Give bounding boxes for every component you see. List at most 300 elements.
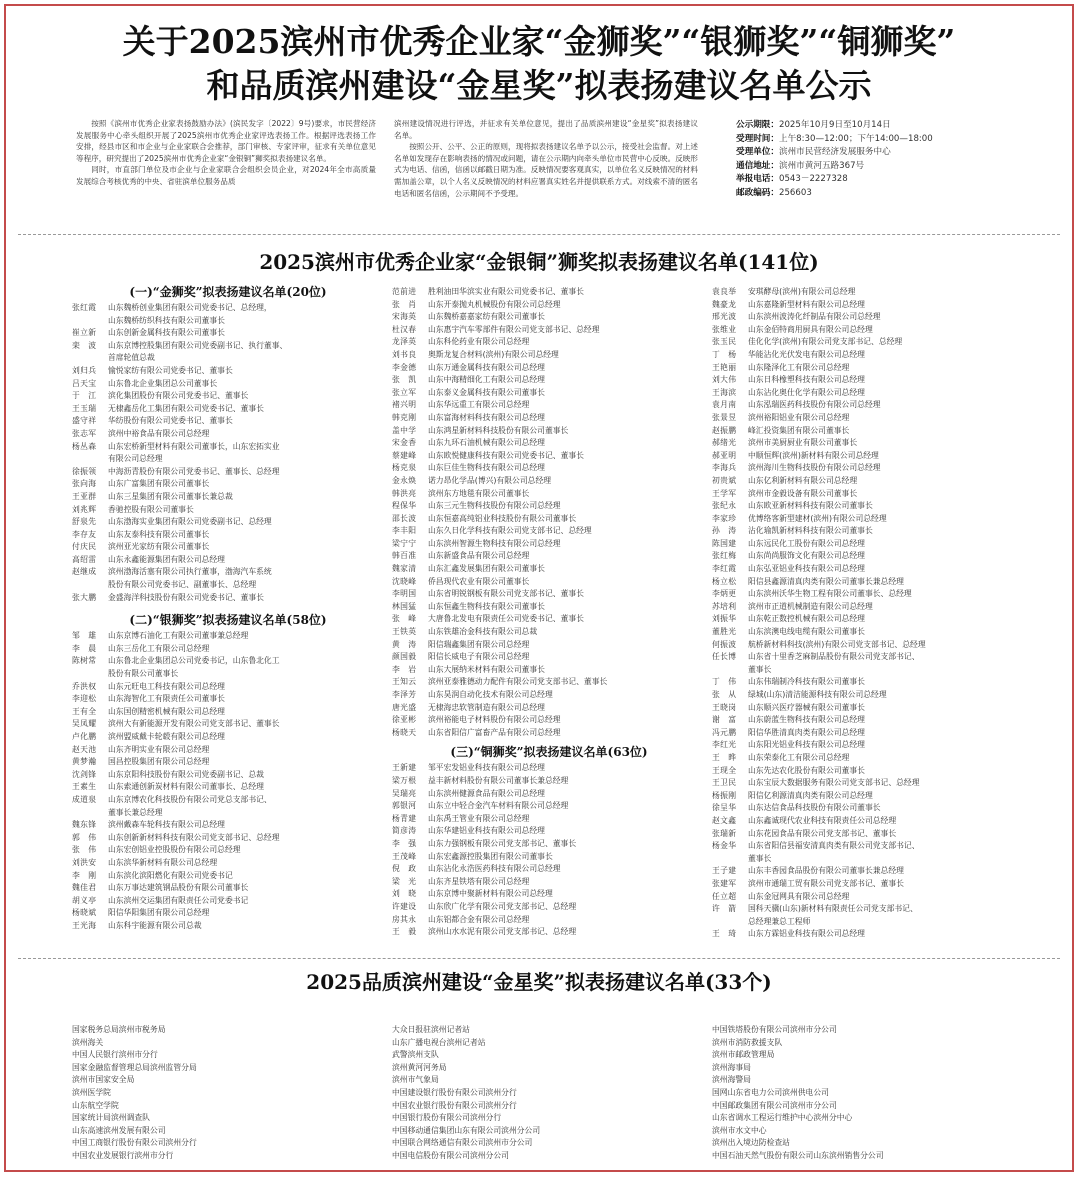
company-title: 山东亿利新材料有限公司总经理 [748, 475, 858, 485]
company-title: 山东方霖铝业科技有限公司总经理 [748, 929, 865, 939]
company-title: 山东金佰特商用厨具有限公司总经理 [748, 324, 873, 334]
person-name: 王知云 [392, 677, 417, 687]
list-item [712, 324, 1036, 337]
list-item [392, 851, 706, 864]
list-item [392, 863, 706, 876]
company-title: 山东鲁北企业集团总公司董事长 [108, 378, 218, 388]
list-item [392, 914, 706, 927]
company-title: 山东铝都合金有限公司总经理 [428, 914, 530, 924]
company-title: 滨州亚光家纺有限公司董事长 [108, 542, 210, 552]
list-item [392, 838, 706, 851]
company-title: 阳信亿利源清真肉类有限公司总经理 [748, 790, 873, 800]
company-title: 山东创新新材料科技有限公司党支部书记、总经理 [108, 832, 280, 842]
company-title: 滨州戴森车轮科技有限公司总经理 [108, 820, 225, 830]
list-item [392, 601, 706, 614]
company-title: 山东泰义金属科技有限公司董事长 [428, 387, 545, 397]
company-title: 山东欣广化学有限公司党支部书记、总经理 [428, 901, 577, 911]
person-name: 龙泽英 [392, 337, 417, 347]
person-name: 苏培利 [712, 601, 737, 611]
company-title: 山东沾化奥仕化学有限公司总经理 [748, 387, 865, 397]
company-title: 山东昊润自动化技术有限公司总经理 [428, 690, 553, 699]
person-name: 张 凯 [392, 375, 417, 385]
company-title: 山东鲁北企业集团总公司党委书记，山东鲁北化工 [108, 656, 280, 666]
contact-address: 通信地址：滨州市黄河五路367号 [736, 160, 865, 171]
company-title: 沾化瑜凯新材料科技有限公司董事长 [748, 526, 873, 536]
company-title: 山东万通金属科技有限公司总经理 [428, 362, 545, 372]
company-title: 山东省阳信县福安清真肉类有限公司党支部书记、 [748, 841, 920, 851]
list-item [712, 739, 1036, 752]
contact-phone: 举报电话：0543－2227328 [736, 174, 848, 185]
company-title: 山东恒鑫生物科技有限公司董事长 [428, 601, 545, 611]
list-item [712, 853, 1036, 866]
list-item [392, 462, 706, 475]
company-title: 山东三岳化工有限公司总经理 [108, 643, 210, 653]
person-name: 魏豪龙 [712, 299, 737, 309]
list-item [392, 500, 706, 513]
list-item [712, 777, 1036, 790]
company-title: 山东滨州波涛化纤制品有限公司总经理 [748, 312, 881, 322]
company-title: 山东科宇能源有限公司总裁 [108, 920, 202, 930]
person-name: 王素生 [72, 782, 97, 792]
person-name: 王有全 [72, 706, 97, 716]
intro-paragraph: 按照公开、公平、公正的原则，现将拟表扬建议名单予以公示，接受社会监督。对上述名单如发现存在影响表扬的情况或问题，请在公示期内向牵头单位市民营中心反映。反映形式为电话、信函，信函以邮戳日期为准。反映情况要客观真实，以单位名义反映情况的材料需加盖公章，以个人名义反映情况的材料应署真实姓名并提供联系方式。对线索不清的匿名电话和匿名信函，公示期间不予受理。 [394, 142, 698, 198]
list-item [712, 613, 1036, 626]
company-title: 山东大展纳米材料有限公司董事长 [428, 664, 545, 674]
organization-item: 大众日报驻滨州记者站 [392, 1025, 470, 1034]
list-item [712, 727, 1036, 740]
person-name: 张 从 [712, 690, 737, 699]
person-name: 许建设 [392, 901, 417, 911]
person-name: 谢 富 [712, 715, 737, 725]
person-name: 范前进 [392, 287, 417, 296]
person-name: 徐亚彬 [392, 715, 417, 725]
company-title: 山东友泰科技有限公司董事长 [108, 529, 210, 539]
list-item [712, 689, 1036, 702]
organization-item: 国网山东省电力公司滨州供电公司 [712, 1087, 829, 1097]
company-title: 滨州裕阳铝业有限公司总经理 [748, 412, 850, 422]
person-name [712, 853, 748, 866]
organization-item: 中国工商银行股份有限公司滨州分行 [72, 1138, 197, 1148]
person-name: 杜汉春 [392, 324, 417, 334]
list-item [72, 352, 384, 365]
company-title: 山东滨华新材料有限公司总经理 [108, 857, 218, 867]
company-title: 山东恒嘉高纯铝业科技股份有限公司董事长 [428, 513, 577, 523]
organization-item: 滨州海警局 [712, 1075, 751, 1085]
list-item [72, 403, 384, 416]
company-title: 山东力强钢板有限公司党支部书记、董事长 [428, 838, 577, 848]
company-title: 山东富海材料科技有限公司总经理 [428, 412, 545, 422]
person-name: 杨金华 [712, 841, 737, 851]
person-name: 张 伟 [72, 845, 97, 855]
list-item [712, 676, 1036, 689]
person-name: 张志军 [72, 428, 97, 438]
company-title: 山东魏桥创业集团有限公司党委书记、总经理， [108, 303, 272, 312]
person-name: 赵文鑫 [712, 815, 737, 825]
person-name: 董胜光 [712, 627, 737, 637]
person-name: 李家珍 [712, 513, 737, 523]
silver-list-part1 [72, 630, 384, 932]
person-name: 李丰阳 [392, 526, 417, 536]
list-item [72, 302, 384, 315]
company-title: 山东京博中聚新材料有限公司总经理 [428, 889, 553, 899]
list-item [712, 362, 1036, 375]
person-name: 梁宁宁 [392, 538, 417, 548]
person-name: 魏佳君 [72, 883, 97, 893]
person-name: 宋金香 [392, 438, 417, 448]
list-item [392, 714, 706, 727]
company-title: 首席轮值总裁 [108, 353, 155, 363]
person-name: 郝亚明 [712, 450, 737, 460]
person-name: 任长博 [712, 652, 737, 662]
company-title: 大唐鲁北发电有限责任公司党委书记、董事长 [428, 614, 584, 624]
list-item [712, 286, 1036, 299]
company-title: 山东立中轻合金汽车材料有限公司总经理 [428, 801, 569, 811]
organization-item: 中国铁塔股份有限公司滨州市分公司 [712, 1025, 837, 1034]
person-name: 陈树常 [72, 656, 97, 666]
company-title: 山东华远重工有限公司总经理 [428, 400, 530, 410]
person-name: 吕天宝 [72, 378, 97, 388]
company-title: 滨州中裕食品有限公司总经理 [108, 428, 210, 438]
list-item [392, 676, 706, 689]
list-item [392, 336, 706, 349]
person-name: 王茂峰 [392, 851, 417, 861]
person-name: 赵继成 [72, 567, 97, 577]
person-name: 胡义亭 [72, 895, 97, 905]
person-name [72, 315, 108, 328]
person-name: 赵振鹏 [712, 425, 737, 435]
company-title: 山东万事达建筑钢品股份有限公司董事长 [108, 883, 249, 893]
contact-postcode: 邮政编码：256603 [736, 187, 812, 198]
list-item [392, 362, 706, 375]
list-item [72, 390, 384, 403]
list-item [72, 415, 384, 428]
list-item [72, 819, 384, 832]
list-item [712, 488, 1036, 501]
company-title: 香驰控股有限公司董事长 [108, 504, 194, 514]
person-name: 王新建 [392, 763, 417, 773]
list-item [712, 891, 1036, 904]
company-title: 滨州亚泰雅德动力配件有限公司党支部书记、董事长 [428, 677, 608, 687]
person-name: 邹 雄 [72, 631, 97, 641]
person-name: 王 琦 [712, 929, 737, 939]
person-name: 乔洪权 [72, 681, 97, 691]
organization-item: 中国银行股份有限公司滨州分行 [392, 1113, 502, 1123]
company-title: 国昌控股集团有限公司总经理 [108, 757, 210, 767]
list-item [712, 588, 1036, 601]
person-name: 林国猛 [392, 601, 417, 611]
list-item [392, 702, 706, 715]
list-item [72, 478, 384, 491]
person-name: 张建军 [712, 878, 737, 888]
list-item [72, 441, 384, 454]
person-name: 刘归兵 [72, 365, 97, 375]
contact-period: 公示期限：2025年10月9日至10月14日 [736, 120, 891, 130]
list-item [72, 630, 384, 643]
list-item [72, 807, 384, 820]
list-item [72, 844, 384, 857]
company-title: 滨州山水水泥有限公司党支部书记、总经理 [428, 927, 577, 937]
person-name: 袁月南 [712, 400, 737, 410]
list-item [72, 655, 384, 668]
company-title: 山东日科橡塑科技有限公司总经理 [748, 375, 865, 385]
person-name: 王卫民 [712, 778, 737, 788]
list-item [712, 374, 1036, 387]
person-name: 盛守祥 [72, 416, 97, 426]
list-item [712, 336, 1036, 349]
list-item [72, 794, 384, 807]
company-title: 山东华建铝业科技有限公司总经理 [428, 826, 545, 836]
company-title: 山东巨佳生物科技有限公司总经理 [428, 463, 545, 473]
list-item [392, 901, 706, 914]
person-name: 李迎松 [72, 694, 97, 704]
list-item [72, 428, 384, 441]
page-title-line2: 和品质滨州建设“金星奖”拟表扬建议名单公示 [206, 66, 872, 105]
silver-list-title: (二)“银狮奖”拟表扬建议名单(58位) [129, 613, 327, 628]
company-title: 山东滨州沃华生物工程有限公司董事长、总经理 [748, 589, 912, 599]
person-name: 李海兵 [712, 463, 737, 473]
list-item [712, 576, 1036, 589]
list-item [712, 714, 1036, 727]
company-title: 山东隆泽化工有限公司总经理 [748, 362, 850, 372]
company-title: 山东尚尚服饰文化有限公司总经理 [748, 551, 865, 561]
person-name: 吴凤耀 [72, 719, 97, 729]
company-title: 山东嘉隆新型材料有限公司总经理 [748, 299, 865, 309]
company-title: 滨州市通瑞工贸有限公司党支部书记、董事长 [748, 878, 904, 888]
list-item [712, 450, 1036, 463]
company-title: 山东花园食品有限公司党支部书记、董事长 [748, 828, 897, 838]
person-name: 王艳丽 [712, 362, 737, 372]
person-name: 杨克泉 [392, 463, 417, 473]
section1-title: 2025滨州市优秀企业家“金银铜”狮奖拟表扬建议名单(141位) [259, 250, 819, 274]
organization-item: 中国石油天然气股份有限公司山东滨州销售分公司 [712, 1150, 884, 1160]
person-name: 李泽芳 [392, 690, 417, 699]
person-name: 梁万根 [392, 775, 417, 785]
list-item [712, 639, 1036, 652]
list-item [392, 926, 706, 939]
person-name: 王学军 [712, 488, 737, 498]
silver-list-part2 [392, 286, 706, 739]
list-item [392, 651, 706, 664]
person-name: 张 肖 [392, 299, 417, 309]
list-item [392, 311, 706, 324]
company-title: 董事长 [748, 853, 772, 863]
list-item [712, 626, 1036, 639]
person-name: 张红霞 [72, 303, 97, 312]
organization-item: 滨州出入境边防检查站 [712, 1138, 790, 1148]
company-title: 山东创新金属科技有限公司董事长 [108, 328, 225, 338]
list-item [392, 425, 706, 438]
list-item [392, 437, 706, 450]
company-title: 山东京博农化科技股份有限公司党总支部书记、 [108, 794, 272, 804]
list-item [392, 613, 706, 626]
company-title: 安琪酵母(滨州)有限公司总经理 [748, 287, 856, 296]
list-item [392, 563, 706, 576]
company-title: 山东宏桥新型材料有限公司董事长，山东宏拓实业 [108, 441, 280, 451]
list-item [392, 286, 706, 299]
list-item [712, 752, 1036, 765]
person-name: 张玉民 [712, 337, 737, 347]
person-name: 张红梅 [712, 551, 737, 561]
person-name: 韩克刚 [392, 412, 417, 422]
person-name: 韩百准 [392, 551, 417, 561]
company-title: 滨州渤海活塞有限公司执行董事，渤海汽车系统 [108, 567, 272, 577]
company-title: 优博络客新型建材(滨州)有限公司总经理 [748, 513, 887, 523]
company-title: 山东索通创新炭材料有限公司董事长、总经理 [108, 782, 264, 792]
person-name: 刘大伟 [712, 375, 737, 385]
company-title: 山东滨州健源食品有限公司总经理 [428, 788, 545, 798]
organization-item: 中国农业银行股份有限公司滨州分行 [392, 1100, 517, 1110]
list-item [392, 788, 706, 801]
person-name: 房其永 [392, 914, 417, 924]
section1-column-2 [392, 286, 706, 939]
list-item [712, 840, 1036, 853]
company-title: 无棣鑫岳化工集团有限公司党委书记、董事长 [108, 403, 264, 413]
company-title: 山东蔚蓝生物科技有限公司总经理 [748, 715, 865, 725]
person-name: 张景昱 [712, 412, 737, 422]
organization-item: 山东省调水工程运行维护中心滨州分中心 [712, 1113, 853, 1123]
person-name: 宋海英 [392, 312, 417, 322]
company-title: 滨州裕能电子材料股份有限公司总经理 [428, 715, 561, 725]
section2-column-1 [72, 1024, 382, 1163]
company-title: 山东顺兴医疗器械有限公司董事长 [748, 702, 865, 712]
contact-unit: 受理单位：滨州市民营经济发展服务中心 [736, 147, 891, 158]
person-name: 徐振领 [72, 466, 97, 476]
person-name: 冯元鹏 [712, 727, 737, 737]
list-item [712, 828, 1036, 841]
section2-title: 2025品质滨州建设“金星奖”拟表扬建议名单(33个) [306, 970, 772, 994]
company-title: 山东禹王管业有限公司总经理 [428, 813, 530, 823]
list-item [392, 664, 706, 677]
list-item [392, 399, 706, 412]
person-name: 刘洪安 [72, 857, 97, 867]
person-name [72, 579, 108, 592]
organization-item: 国家金融监督管理总局滨州监管分局 [72, 1062, 197, 1072]
company-title: 山东宏创铝业控股股份有限公司总经理 [108, 845, 241, 855]
organization-item: 山东高速滨州发展有限公司 [72, 1125, 166, 1135]
list-item [392, 374, 706, 387]
list-item [72, 592, 384, 605]
person-name: 张向海 [72, 479, 97, 489]
person-name: 栾 波 [72, 340, 97, 350]
person-name: 邢光波 [712, 312, 737, 322]
person-name: 许 箭 [712, 904, 737, 914]
list-item [392, 876, 706, 889]
list-item [712, 387, 1036, 400]
list-item [72, 378, 384, 391]
company-title: 山东京阳科技股份有限公司党委副书记、总裁 [108, 769, 264, 779]
company-title: 滨州海川生物科技股份有限公司总经理 [748, 463, 881, 473]
company-title: 金盛海洋科技股份有限公司党委书记、董事长 [108, 592, 264, 602]
person-name: 孙 涛 [712, 526, 737, 536]
company-title: 中顺恒辉(滨州)新材料有限公司总经理 [748, 450, 879, 460]
person-name: 盖中学 [392, 425, 417, 435]
list-item [712, 399, 1036, 412]
person-name: 于 江 [72, 391, 97, 401]
list-item [392, 488, 706, 501]
list-item [72, 769, 384, 782]
person-name: 任立超 [712, 891, 737, 901]
person-name: 王铁英 [392, 627, 417, 637]
person-name: 郝绪光 [712, 438, 737, 448]
person-name: 李炳更 [712, 589, 737, 599]
list-item [392, 775, 706, 788]
company-title: 山东沾化永浩医药科技有限公司总经理 [428, 864, 561, 874]
company-title: 奥斯龙复合材料(滨州)有限公司总经理 [428, 349, 559, 359]
person-name: 何振波 [712, 639, 737, 649]
person-name: 李明国 [392, 589, 417, 599]
company-title: 山东铁雄冶金科技有限公司总裁 [428, 627, 538, 637]
list-item [392, 387, 706, 400]
list-item [392, 324, 706, 337]
company-title: 山东汇鑫发展集团有限公司董事长 [428, 564, 545, 574]
list-item [392, 813, 706, 826]
person-name: 杨晓斌 [72, 908, 97, 918]
person-name: 丁 杨 [712, 349, 737, 359]
star-list-2 [392, 1024, 702, 1163]
company-title: 股份有限公司董事长 [108, 669, 179, 679]
person-name: 王现全 [712, 765, 737, 775]
list-item [712, 916, 1036, 929]
person-name: 刘振华 [712, 614, 737, 624]
section2-column-3 [712, 1024, 1032, 1163]
organization-item: 中国电信股份有限公司滨州分公司 [392, 1150, 509, 1160]
person-name [712, 916, 748, 929]
person-name: 王光海 [72, 920, 97, 930]
company-title: 航桥新材料科技(滨州)有限公司党支部书记、总经理 [748, 639, 926, 649]
list-item [712, 664, 1036, 677]
list-item [72, 882, 384, 895]
person-name: 刘书良 [392, 349, 417, 359]
person-name: 李 强 [392, 838, 417, 848]
organization-item: 中国移动通信集团山东有限公司滨州分公司 [392, 1125, 541, 1135]
person-name: 黄梦瀚 [72, 757, 97, 767]
person-name [72, 352, 108, 365]
company-title: 山东泓瑞医药科技股份有限公司总经理 [748, 400, 881, 410]
company-title: 山东欧亚新材料科技有限公司董事长 [748, 501, 873, 511]
list-item [72, 643, 384, 656]
section1-column-3 [712, 286, 1036, 941]
list-item [72, 315, 384, 328]
list-item [712, 878, 1036, 891]
person-name: 沈剑锋 [72, 769, 97, 779]
organization-item: 中国联合网络通信有限公司滨州市分公司 [392, 1138, 533, 1148]
person-name: 李红光 [712, 740, 737, 750]
list-item [712, 525, 1036, 538]
company-title: 中海沥青股份有限公司党委书记、董事长、总经理 [108, 466, 280, 476]
list-item [392, 475, 706, 488]
person-name: 赵天池 [72, 744, 97, 754]
person-name: 王海滨 [712, 387, 737, 397]
person-name: 王 晔 [712, 752, 737, 762]
organization-item: 滨州海事局 [712, 1062, 751, 1072]
list-item [712, 299, 1036, 312]
organization-item: 滨州市国家安全局 [72, 1075, 135, 1085]
gold-list [72, 302, 384, 604]
list-item [72, 895, 384, 908]
person-name: 李红霞 [712, 564, 737, 574]
person-name [712, 664, 748, 677]
list-item [712, 765, 1036, 778]
person-name: 张维业 [712, 324, 737, 334]
company-title: 山东宝辰大数据服务有限公司党支部书记、总经理 [748, 778, 920, 788]
list-item [392, 639, 706, 652]
list-item [72, 731, 384, 744]
person-name: 张立军 [392, 387, 417, 397]
list-item [72, 744, 384, 757]
company-title: 山东荣泰化工有限公司总经理 [748, 752, 850, 762]
list-item [72, 365, 384, 378]
organization-item: 滨州医学院 [72, 1087, 111, 1097]
